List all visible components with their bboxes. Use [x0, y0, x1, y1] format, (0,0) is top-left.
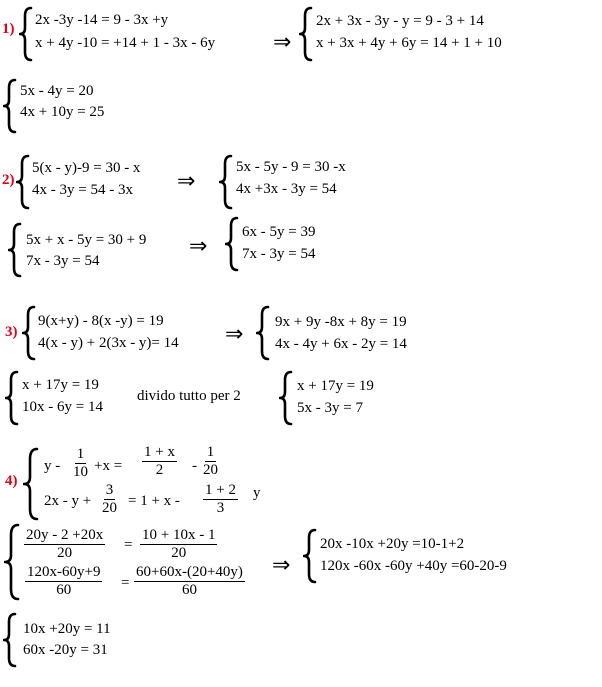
denominator: 60	[56, 582, 72, 598]
ex4-r4-eq: =	[121, 575, 130, 591]
fraction	[100, 482, 119, 517]
ex1-sys2-line1: 2x + 3x - 3y - y = 9 - 3 + 14	[316, 13, 484, 29]
implies-arrow: ⇒	[189, 234, 208, 259]
ex1-sys3-line2: 4x + 10y = 25	[20, 104, 105, 120]
brace-icon	[303, 528, 317, 584]
brace-icon	[219, 154, 233, 210]
denominator: 60	[181, 582, 197, 598]
fraction	[134, 564, 245, 599]
ex3-note: divido tutto per 2	[137, 388, 241, 404]
ex3-sys1-line1: 9(x+y) - 8(x -y) = 19	[38, 313, 164, 329]
implies-arrow: ⇒	[225, 322, 244, 347]
brace-icon	[5, 370, 19, 426]
numerator: 1	[206, 444, 215, 460]
ex3-sys2-line1: 9x + 9y -8x + 8y = 19	[275, 314, 407, 330]
denominator: 2	[155, 462, 164, 478]
ex3-sys3-line1: x + 17y = 19	[22, 377, 99, 393]
denominator: 10	[73, 464, 88, 480]
ex3-sys1-line2: 4(x - y) + 2(3x - y)= 14	[38, 335, 179, 351]
brace-icon	[225, 216, 239, 272]
brace-icon	[19, 6, 33, 62]
fraction	[201, 444, 220, 479]
fraction	[203, 482, 238, 517]
ex4-sys2-line2: 120x -60x -60y +40y =60-20-9	[320, 558, 507, 574]
ex4-r1-c: -	[192, 458, 197, 474]
numerator: 1	[76, 446, 85, 462]
numerator: 3	[105, 482, 114, 498]
numerator: 20y - 2 +20x	[26, 527, 104, 543]
ex2-sys1-line2: 4x - 3y = 54 - 3x	[32, 182, 133, 198]
fraction	[71, 446, 90, 481]
brace-icon	[16, 154, 30, 210]
ex4-sys2-line1: 20x -10x +20y =10-1+2	[320, 536, 465, 552]
ex2-sys4-line1: 6x - 5y = 39	[242, 224, 316, 240]
ex3-sys2-line2: 4x - 4y + 6x - 2y = 14	[275, 336, 407, 352]
ex1-sys1-line1: 2x -3y -14 = 9 - 3x +y	[35, 12, 169, 28]
ex4-r1-a: y -	[44, 458, 61, 474]
implies-arrow: ⇒	[177, 169, 196, 194]
ex3-sys3-line2: 10x - 6y = 14	[22, 399, 103, 415]
ex4-sys3-line2: 60x -20y = 31	[23, 642, 108, 658]
fraction	[142, 444, 177, 479]
ex4-r1-b: +x =	[94, 458, 123, 474]
numerator: 60+60x-(20+40y)	[136, 564, 243, 580]
ex4-sys3-line1: 10x +20y = 11	[23, 621, 111, 637]
ex3-sys4-line2: 5x - 3y = 7	[297, 400, 363, 416]
brace-icon	[3, 78, 17, 134]
exercise-number-2: 2)	[2, 172, 15, 188]
ex2-sys3-line2: 7x - 3y = 54	[26, 253, 100, 269]
fraction	[140, 527, 217, 562]
brace-icon	[4, 523, 20, 601]
ex2-sys4-line2: 7x - 3y = 54	[242, 246, 316, 262]
ex2-sys3-line1: 5x + x - 5y = 30 + 9	[26, 232, 147, 248]
fraction	[24, 527, 105, 562]
exercise-number-4: 4)	[5, 473, 18, 489]
ex2-sys1-line1: 5(x - y)-9 = 30 - x	[32, 160, 141, 176]
ex4-r3-eq: =	[124, 537, 133, 553]
ex2-sys2-line2: 4x +3x - 3y = 54	[236, 181, 337, 197]
denominator: 20	[203, 462, 218, 478]
exercise-number-1: 1)	[2, 21, 15, 37]
ex4-r2-a: 2x - y +	[44, 493, 92, 509]
ex4-r2-c: y	[253, 485, 261, 501]
ex1-sys3-line1: 5x - 4y = 20	[20, 83, 94, 99]
denominator: 20	[57, 545, 73, 561]
ex1-sys1-line2: x + 4y -10 = +14 + 1 - 3x - 6y	[35, 35, 216, 51]
fraction	[25, 564, 102, 599]
numerator: 1 + 2	[205, 482, 236, 498]
brace-icon	[3, 612, 17, 668]
brace-icon	[22, 305, 36, 361]
ex4-r2-b: = 1 + x -	[128, 493, 180, 509]
denominator: 20	[171, 545, 187, 561]
numerator: 10 + 10x - 1	[142, 527, 216, 543]
numerator: 1 + x	[144, 444, 175, 460]
exercise-number-3: 3)	[5, 324, 18, 340]
denominator: 3	[216, 500, 225, 516]
ex3-sys4-line1: x + 17y = 19	[297, 378, 374, 394]
brace-icon	[23, 447, 39, 521]
denominator: 20	[102, 500, 117, 516]
brace-icon	[8, 222, 22, 278]
brace-icon	[256, 305, 270, 361]
numerator: 120x-60y+9	[27, 564, 101, 580]
brace-icon	[279, 370, 293, 426]
ex1-sys2-line2: x + 3x + 4y + 6y = 14 + 1 + 10	[316, 35, 502, 51]
implies-arrow: ⇒	[273, 30, 292, 55]
implies-arrow: ⇒	[272, 553, 291, 578]
brace-icon	[299, 6, 313, 62]
ex2-sys2-line1: 5x - 5y - 9 = 30 -x	[236, 159, 346, 175]
